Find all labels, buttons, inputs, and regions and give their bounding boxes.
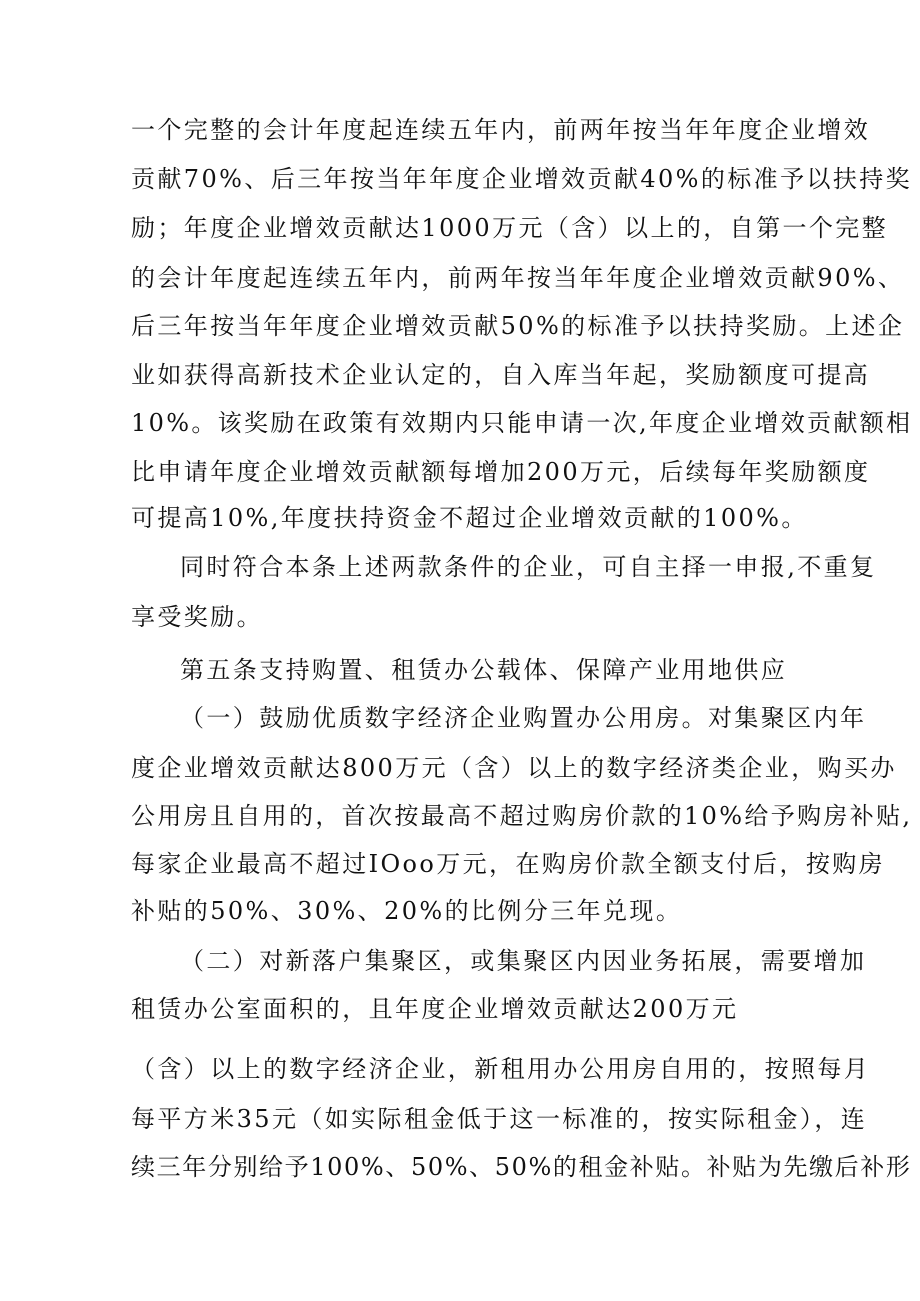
text-line: 的会计年度起连续五年内，前两年按当年年度企业增效贡献90%、 [131,264,905,292]
text-line: 励；年度企业增效贡献达1000万元（含）以上的，自第一个完整 [131,214,889,242]
text-line: 同时符合本条上述两款条件的企业，可自主择一申报,不重复 [180,553,877,581]
section-heading: 第五条支持购置、租赁办公载体、保障产业用地供应 [180,656,788,684]
text-line: 公用房且自用的，首次按最高不超过购房价款的10%给予购房补贴, [131,802,913,830]
text-line: （含）以上的数字经济企业，新租用办公用房自用的，按照每月 [131,1055,871,1083]
text-line: 一个完整的会计年度起连续五年内，前两年按当年年度企业增效 [131,116,871,144]
text-line: 享受奖励。 [131,603,263,631]
text-line: 10%。该奖励在政策有效期内只能申请一次,年度企业增效贡献额相 [131,409,913,437]
text-line: 续三年分别给予100%、50%、50%的租金补贴。补贴为先缴后补形 [131,1153,912,1181]
text-line: 后三年按当年年度企业增效贡献50%的标准予以扶持奖励。上述企 [131,312,905,340]
text-line: 可提高10%,年度扶持资金不超过企业增效贡献的100%。 [131,504,808,532]
text-line: 贡献70%、后三年按当年年度企业增效贡献40%的标准予以扶持奖 [131,165,913,193]
text-line: 每平方米35元（如实际租金低于这一标准的，按实际租金），连 [131,1105,868,1133]
text-line: 度企业增效贡献达800万元（含）以上的数字经济类企业，购买办 [131,754,897,782]
text-line: 租赁办公室面积的，且年度企业增效贡献达200万元 [131,995,739,1023]
text-line: 补贴的50%、30%、20%的比例分三年兑现。 [131,897,683,925]
text-line: （二）对新落户集聚区，或集聚区内因业务拓展，需要增加 [180,947,867,975]
text-line: 业如获得高新技术企业认定的，自入库当年起，奖励额度可提高 [131,361,871,389]
text-line: （一）鼓励优质数字经济企业购置办公用房。对集聚区内年 [180,704,867,732]
text-line: 比申请年度企业增效贡献额每增加200万元，后续每年奖励额度 [131,458,871,486]
text-line: 每家企业最高不超过IOoo万元，在购房价款全额支付后，按购房 [131,850,886,878]
